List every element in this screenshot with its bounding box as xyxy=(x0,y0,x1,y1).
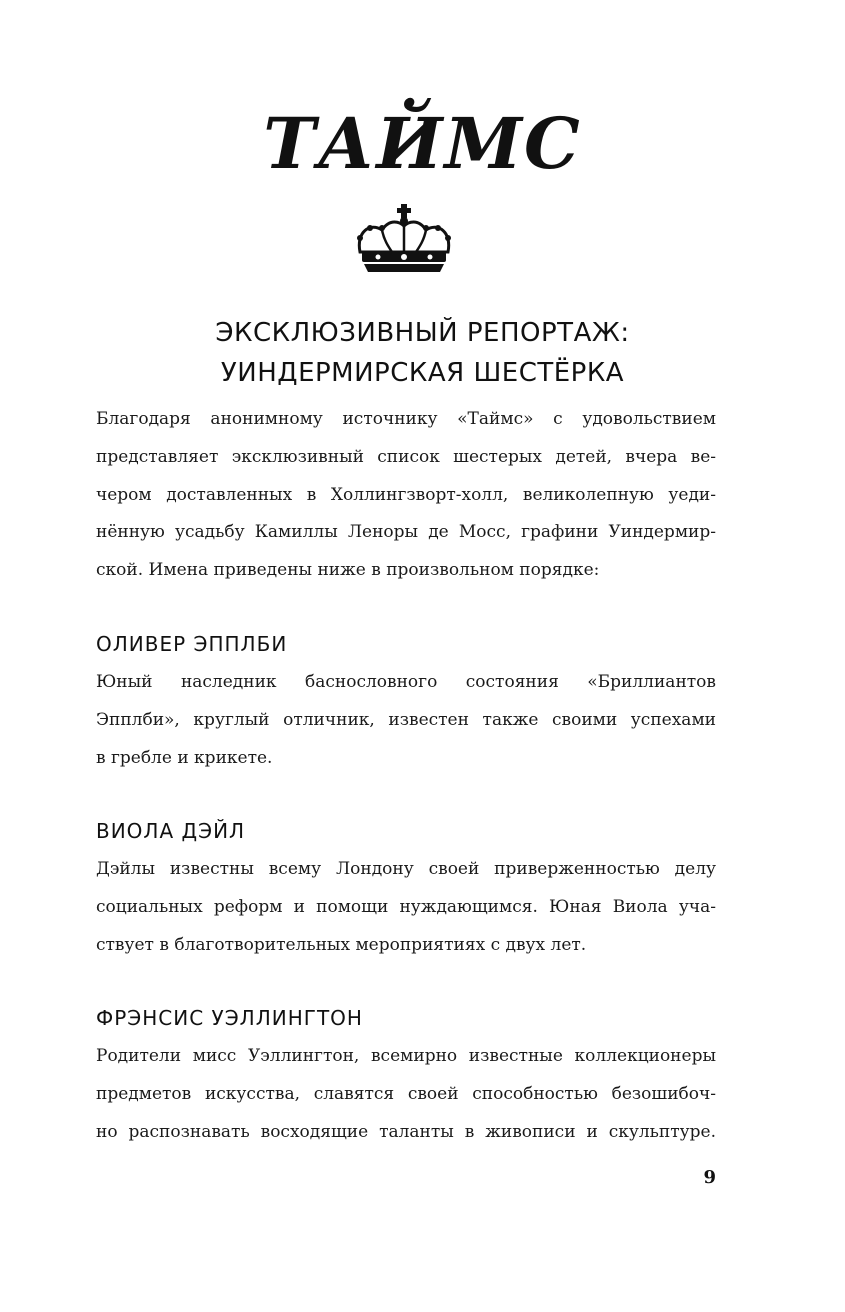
headline-line-1: ЭКСКЛЮЗИВНЫЙ РЕПОРТАЖ: xyxy=(215,318,630,348)
entry-line: Дэйлы известны всему Лондону своей приверженностью делу xyxy=(96,859,716,879)
entry-line: предметов искусства, славятся своей способностью безошибоч- xyxy=(96,1083,716,1104)
newspaper-masthead: ТАЙМС xyxy=(263,102,582,185)
article-headline xyxy=(0,313,845,393)
intro-line: Благодаря анонимному источнику «Таймс» с удовольствием xyxy=(96,409,716,429)
entry-line: но распознавать восходящие таланты в живописи и скульптуре. xyxy=(96,1121,716,1142)
entry-line: ствует в благотворительных мероприятиях с двух лет. xyxy=(96,934,587,955)
entry-line: Эпплби», круглый отличник, известен также своими успехами xyxy=(96,709,716,730)
entry-line: Юный наследник баснословного состояния «Бриллиантов xyxy=(96,672,716,692)
intro-line: нённую усадьбу Камиллы Леноры де Мосс, графини Уиндермир- xyxy=(96,522,716,543)
entry-name-viola: ВИОЛА ДЭЙЛ xyxy=(96,819,246,843)
intro-paragraph xyxy=(96,401,716,590)
entry-name-frances: ФРЭНСИС УЭЛЛИНГТОН xyxy=(96,1006,363,1030)
entry-description-viola xyxy=(96,851,716,964)
crown-icon xyxy=(352,204,456,276)
entry-line: социальных реформ и помощи нуждающимся. Юная Виола уча- xyxy=(96,896,716,917)
intro-line: представляет эксклюзивный список шестерых детей, вчера ве- xyxy=(96,446,716,467)
page-number: 9 xyxy=(703,1167,716,1188)
intro-line: ской. Имена приведены ниже в произвольном порядке: xyxy=(96,560,600,581)
entry-name-oliver: ОЛИВЕР ЭППЛБИ xyxy=(96,632,288,656)
headline-line-2: УИНДЕРМИРСКАЯ ШЕСТЁРКА xyxy=(220,358,625,388)
entry-line: Родители мисс Уэллингтон, всемирно известные коллекционеры xyxy=(96,1046,716,1066)
entry-description-oliver xyxy=(96,664,716,777)
intro-line: чером доставленных в Холлингзворт-холл, великолепную уеди- xyxy=(96,484,716,505)
entry-line: в гребле и крикете. xyxy=(96,747,273,768)
entry-description-frances xyxy=(96,1038,716,1151)
